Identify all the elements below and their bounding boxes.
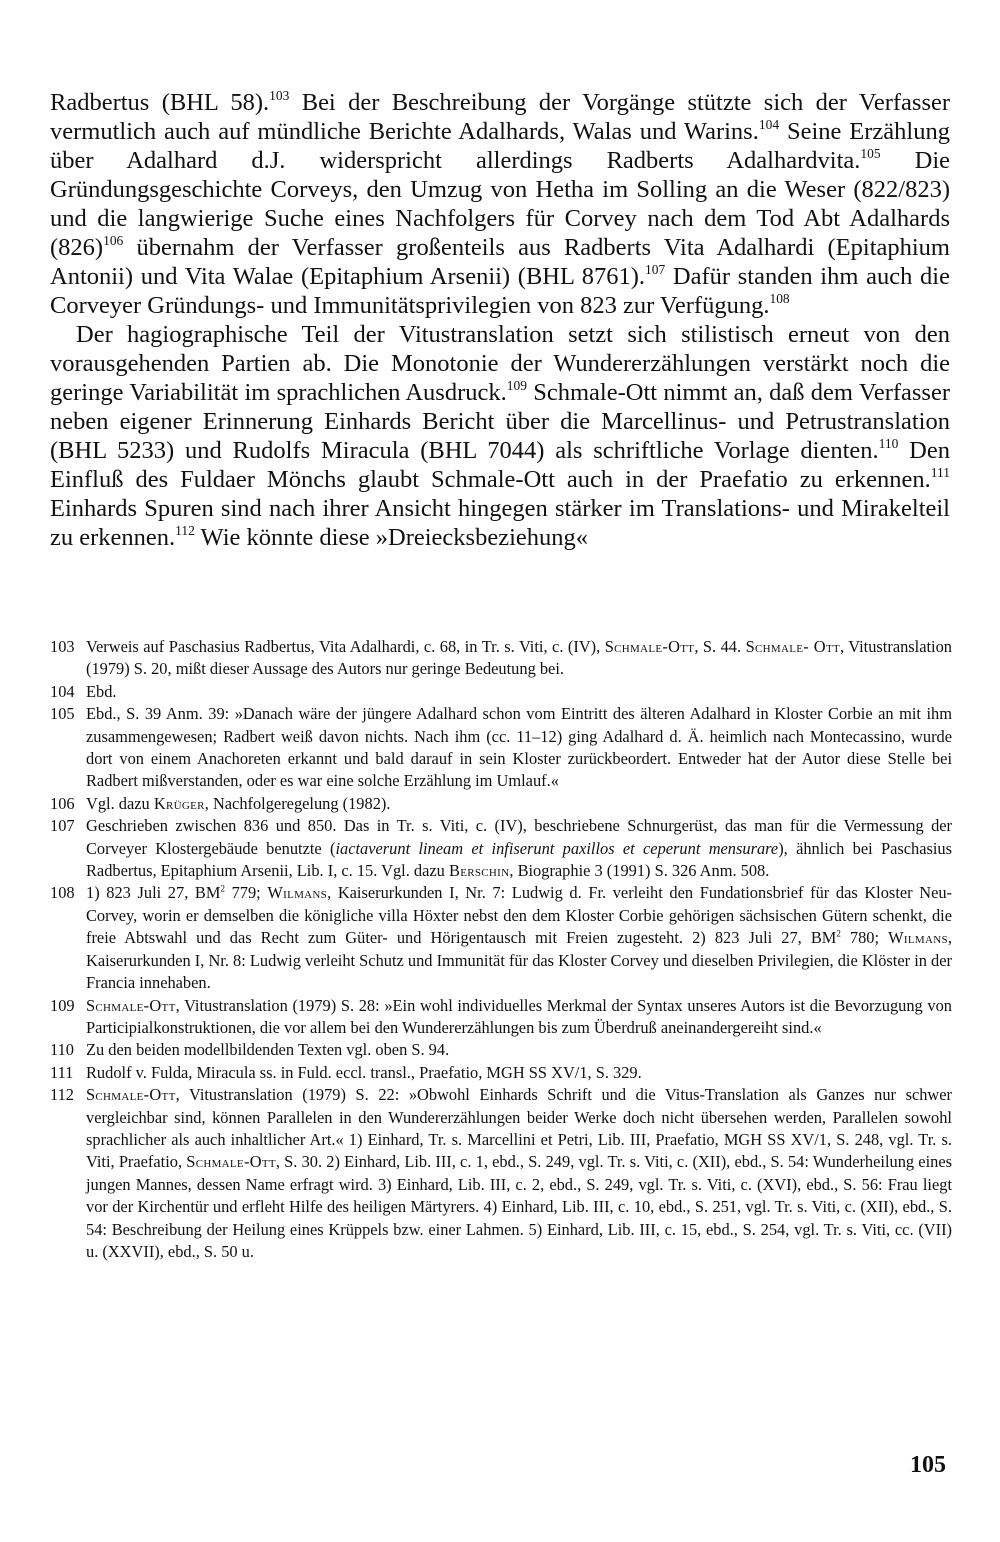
body-text xyxy=(50,88,950,552)
paragraph-2 xyxy=(50,320,950,552)
text-run: 779; xyxy=(224,883,268,903)
footnote-number: 107 xyxy=(50,816,75,836)
text-run: Den Einfluß des Fuldaer Mönchs glaubt Schmale-Ott auch in der Praefatio zu erkennen. xyxy=(50,437,950,493)
footnote-111 xyxy=(50,1062,952,1084)
text-run: , Nachfolgeregelung (1982). xyxy=(204,793,391,813)
footnote-104 xyxy=(50,681,952,703)
footnote-number: 110 xyxy=(50,1040,74,1060)
text-run: , S. 30. 2) Einhard, Lib. III, c. 1, ebd., S. 249, vgl. Tr. s. Viti, c. (XII), ebd., S. 54: Wunderheilung eines jungen Mannes, dessen Name erfragt wird. 3) Einhard, Lib. III, c. 2, ebd., S. 249, vgl. Tr. s. Viti, c. (XVI), ebd., S. 56: Frau liegt vor der Kirchentür und erfleht Hilfe des heiligen Märtyrers. 4) Einhard, Lib. III, c. 10, ebd., S. 251, vgl. Tr. s. Viti, c. (XII), ebd., S. 54: Beschreibung der Heilung eines Krüppels bzw. einer Lahmen. 5) Einhard, Lib. III, c. 15, ebd., S. 254, vgl. Tr. s. Viti, cc. (VII) u. (XXVII), ebd., S. 50 u. xyxy=(86,1152,952,1261)
footnote-number: 109 xyxy=(50,995,75,1015)
author-name: Krüger xyxy=(153,793,205,813)
text-run: Wie könnte diese »Dreiecksbeziehung« xyxy=(194,524,589,551)
text-run: , Kaiserurkunden I, Nr. 8: Ludwig verleiht Schutz und Immunität für das Kloster Corvey und dieselben Privilegien, die Klöster in der Francia innehaben. xyxy=(86,928,952,993)
footnote-108 xyxy=(50,882,952,994)
text-run: Der hagiographische Teil der Vitustranslation setzt sich stilistisch erneut von den vorausgehenden Partien ab. Die Monotonie der Wundererzählungen verstärkt noch die geringe Variabilität im sprachlichen Ausdruck. xyxy=(50,321,950,406)
footnote-112 xyxy=(50,1084,952,1263)
text-run: , S. 44. xyxy=(694,637,746,656)
footnote-marker: 2 xyxy=(836,928,841,939)
paragraph-1 xyxy=(50,88,950,320)
footnotes xyxy=(50,636,952,1263)
footnote-number: 105 xyxy=(50,704,75,724)
footnote-107 xyxy=(50,815,952,882)
footnote-number: 103 xyxy=(50,637,75,656)
text-run: Verweis auf Paschasius Radbertus, Vita Adalhardi, c. 68, in Tr. s. Viti, c. (IV), xyxy=(86,637,605,656)
footnote-marker: 110 xyxy=(878,435,899,451)
footnote-105 xyxy=(50,703,952,793)
footnote-number: 104 xyxy=(50,681,75,701)
text-run: Die Gründungsgeschichte Corveys, den Umzug von Hetha im Solling an die Weser (822/823) und die langwierige Suche eines Nachfolgers für Corvey nach dem Tod Abt Adalhards (826) xyxy=(50,147,950,261)
author-name: Schmale- Ott xyxy=(745,637,840,656)
author-name: Schmale-Ott xyxy=(604,637,695,656)
latin-quote: iactaverunt lineam et infiserunt paxillos et ceperunt mensurare xyxy=(335,838,779,858)
text-run: , Kaiserurkunden I, Nr. 7: Ludwig d. Fr. verleiht den Fundationsbrief für das Kloster Neu-Corvey, worin er demselben die königliche villa Höxter nebst den dem Kloster Corbie gehörigen sächsischen Gütern schenkt, die freie Abtswahl und das Recht zum Güter- und Hörigentausch mit Freien zugesteht. 2) 823 Juli 27, BM xyxy=(86,883,952,948)
text-run: , Vitustranslation (1979) S. 28: »Ein wohl individuelles Merkmal der Syntax unseres Autors ist die Bevorzugung von Participialkonstruktionen, die vor allem bei den Wundererzählungen bis zum Überdruß aneinandergereiht sind.« xyxy=(86,995,952,1037)
footnote-marker: 108 xyxy=(769,290,790,306)
footnote-number: 108 xyxy=(50,883,75,903)
text-run: übernahm der Verfasser großenteils aus Radberts Vita Adalhardi (Epitaphium Antonii) und Vita Walae (Epitaphium Arsenii) (BHL 8761). xyxy=(50,234,950,290)
text-run: Radbertus (BHL 58). xyxy=(50,89,270,116)
text-run: Bei der Beschreibung der Vorgänge stützte sich der Verfasser vermutlich auch auf mündliche Berichte Adalhards, Walas und Warins. xyxy=(50,89,951,145)
text-run: Vgl. dazu xyxy=(86,793,154,813)
footnote-110 xyxy=(50,1039,952,1061)
author-name: Wilmans xyxy=(888,928,948,948)
footnote-106 xyxy=(50,793,952,815)
footnote-marker: 105 xyxy=(860,145,881,161)
text-run: ), ähnlich bei Paschasius Radbertus, Epitaphium Arsenii, Lib. I, c. 15. Vgl. dazu xyxy=(86,838,952,881)
text-run: Ebd. xyxy=(86,681,117,701)
text-run: , Vitustranslation (1979) S. 22: »Obwohl Einhards Schrift und die Vitus-Translation als Ganzes nur schwer vergleichbar sind, können Parallelen in den Wundererzählungen beider Werke doch nicht übersehen werden, Parallelen sowohl sprachlicher als auch inhaltlicher Art.« 1) Einhard, Tr. s. Marcellini et Petri, Lib. III, Praefatio, MGH SS XV/1, S. 248, vgl. Tr. s. Viti, Praefatio, xyxy=(86,1085,952,1172)
text-run: Einhards Spuren sind nach ihrer Ansicht hingegen stärker im Translations- und Mirakelteil zu erkennen. xyxy=(50,495,950,551)
footnote-number: 112 xyxy=(50,1085,74,1105)
text-run: , Biographie 3 (1991) S. 326 Anm. 508. xyxy=(509,861,770,881)
author-name: Wilmans xyxy=(267,883,328,903)
footnote-marker: 103 xyxy=(269,87,290,103)
text-run: Dafür standen ihm auch die Corveyer Gründungs- und Immunitätsprivilegien von 823 zur Verfügung. xyxy=(50,263,950,319)
footnote-number: 111 xyxy=(50,1062,74,1082)
text-run: Zu den beiden modellbildenden Texten vgl. oben S. 94. xyxy=(86,1040,450,1060)
footnote-marker: 112 xyxy=(175,522,195,538)
footnote-109 xyxy=(50,995,952,1040)
footnote-marker: 2 xyxy=(220,883,225,894)
text-run: Seine Erzählung über Adalhard d.J. widerspricht allerdings Radberts Adalhardvita. xyxy=(50,118,950,174)
text-run: Rudolf v. Fulda, Miracula ss. in Fuld. eccl. transl., Praefatio, MGH SS XV/1, S. 329. xyxy=(86,1062,642,1082)
author-name: Schmale-Ott xyxy=(86,1085,176,1105)
footnote-marker: 107 xyxy=(645,261,666,277)
footnote-marker: 106 xyxy=(103,232,124,248)
footnote-number: 106 xyxy=(50,793,75,813)
footnote-marker: 111 xyxy=(930,464,950,480)
author-name: Berschin xyxy=(448,861,510,881)
text-run: Schmale-Ott nimmt an, daß dem Verfasser neben eigener Erinnerung Einhards Bericht über die Marcellinus- und Petrustranslation (BHL 5233) und Rudolfs Miracula (BHL 7044) als schriftliche Vorlage dienten. xyxy=(50,379,950,464)
footnote-marker: 109 xyxy=(506,377,527,393)
text-run: Geschrieben zwischen 836 und 850. Das in Tr. s. Viti, c. (IV), beschriebene Schnurgerüst, das man für die Vermessung der Corveyer Klostergebäude benutzte ( xyxy=(86,816,952,858)
footnote-103 xyxy=(50,636,952,681)
author-name: Schmale-Ott xyxy=(186,1152,276,1172)
footnote-marker: 104 xyxy=(758,116,780,132)
text-run: 1) 823 Juli 27, BM xyxy=(86,883,221,903)
text-run: Ebd., S. 39 Anm. 39: »Danach wäre der jüngere Adalhard schon vom Eintritt des älteren Adalhard in Kloster Corbie an mit ihm zusammengewesen; Radbert weiß davon nichts. Nach ihm (cc. 11–12) ging Adalhard d. Ä. heimlich nach Montecassino, wurde dort von einem Anachoreten erkannt und bald darauf in sein Kloster zurückbeordert. Entweder hat der Autor diese Stelle bei Radbert mißverstanden, oder es war eine solche Erzählung im Umlauf.« xyxy=(86,704,952,791)
author-name: Schmale-Ott xyxy=(86,995,176,1015)
page-number: 105 xyxy=(910,1452,946,1478)
text-run: , Vitustranslation (1979) S. 20, mißt dieser Aussage des Autors nur geringe Bedeutung bei. xyxy=(86,637,952,679)
text-run: 780; xyxy=(840,928,889,948)
